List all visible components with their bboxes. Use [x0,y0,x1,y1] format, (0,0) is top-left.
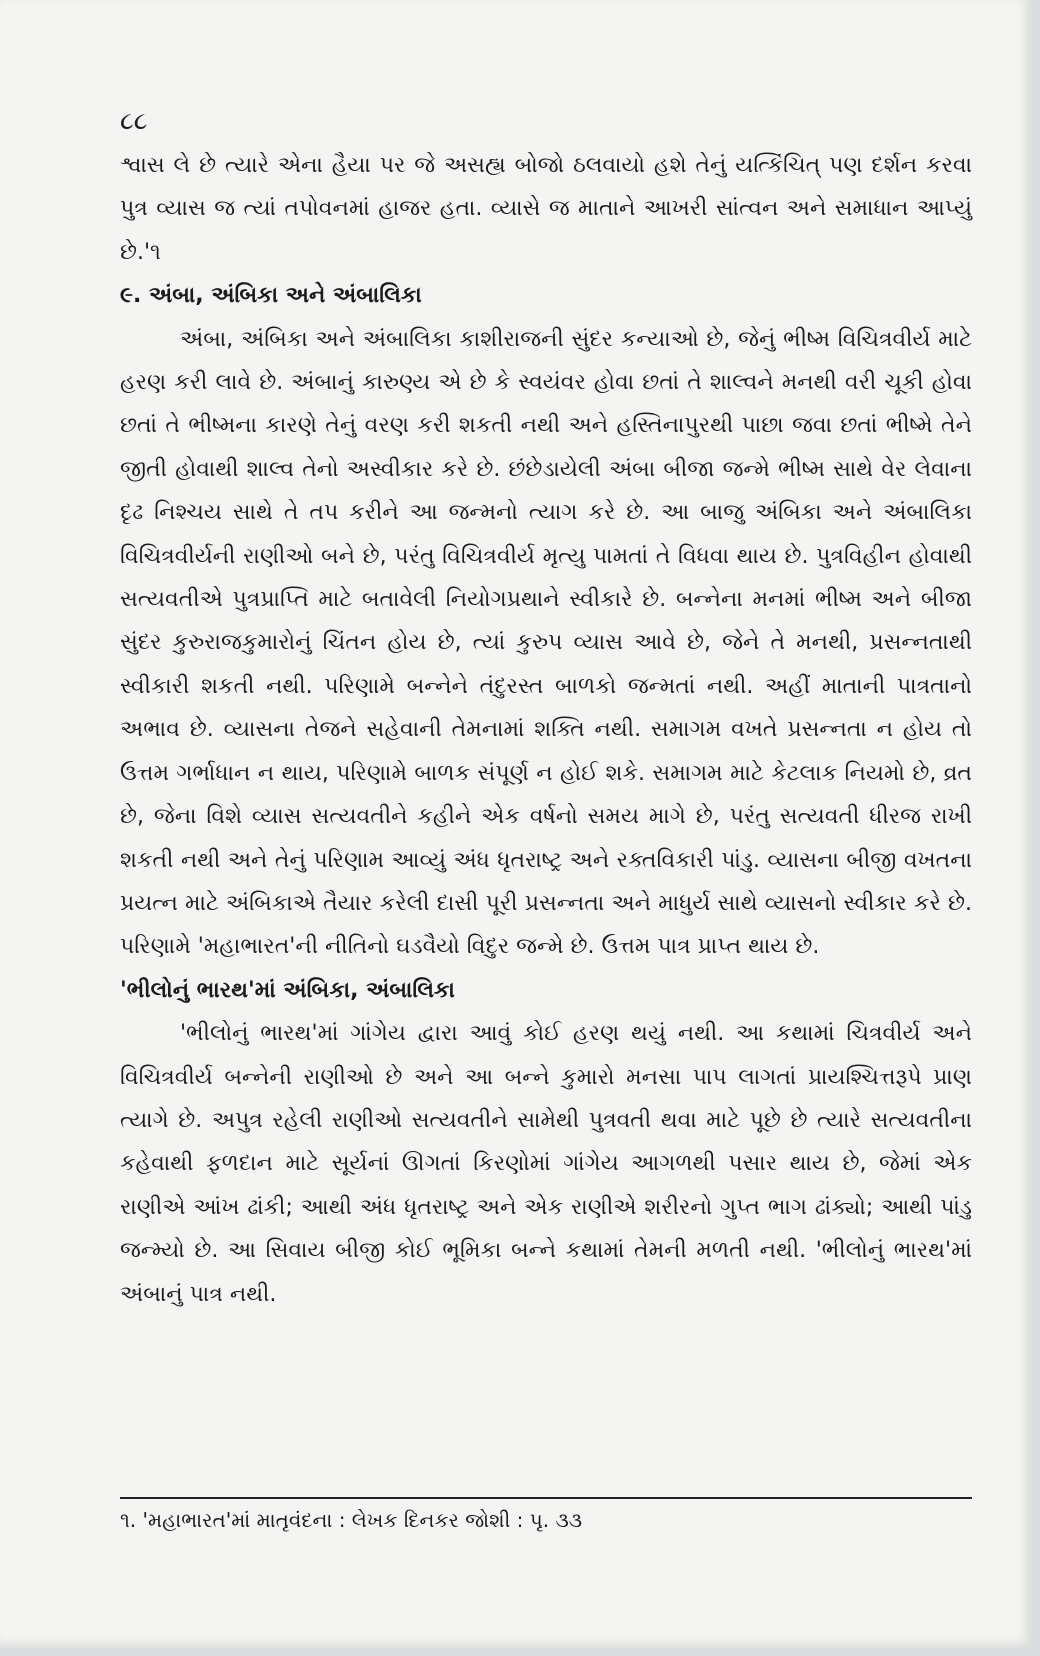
intro-paragraph: શ્વાસ લે છે ત્યારે એના હૈયા પર જે અસહ્ય બોજો ઠલવાયો હશે તેનું યત્કિંચિત્ પણ દર્શન કરવા પુત્ર વ્યાસ જ ત્યાં તપોવનમાં હાજર હતા. વ્યાસે જ માતાને આખરી સાંત્વન અને સમાધાન આપ્યું છે.'૧ [120,153,972,265]
section-paragraph-amba: અંબા, અંબિકા અને અંબાલિકા કાશીરાજની સુંદર કન્યાઓ છે, જેનું ભીષ્મ વિચિત્રવીર્ય માટે હરણ કરી લાવે છે. અંબાનું કારુણ્ય એ છે કે સ્વયંવર હોવા છતાં તે શાલ્વને મનથી વરી ચૂકી હોવા છતાં તે ભીષ્મના કારણે તેનું વરણ કરી શકતી નથી અને હસ્તિનાપુરથી પાછા જવા છતાં ભીષ્મે તેને જીતી હોવાથી શાલ્વ તેનો અસ્વીકાર કરે છે. છંછેડાયેલી અંબા બીજા જન્મે ભીષ્મ સાથે વેર લેવાના દૃઢ નિશ્ચય સાથે તે તપ કરીને આ જન્મનો ત્યાગ કરે છે. આ બાજુ અંબિકા અને અંબાલિકા વિચિત્રવીર્યની રાણીઓ બને છે, પરંતુ વિચિત્રવીર્ય મૃત્યુ પામતાં તે વિધવા થાય છે. પુત્રવિહીન હોવાથી સત્યવતીએ પુત્રપ્રાપ્તિ માટે બતાવેલી નિયોગપ્રથાને સ્વીકારે છે. બન્નેના મનમાં ભીષ્મ અને બીજા સુંદર કુરુરાજકુમારોનું ચિંતન હોય છે, ત્યાં કુરુપ વ્યાસ આવે છે, જેને તે મનથી, પ્રસન્નતાથી સ્વીકારી શકતી નથી. પરિણામે બન્નેને તંદુરસ્ત બાળકો જન્મતાં નથી. અહીં માતાની પાત્રતાનો અભાવ છે. વ્યાસના તેજને સહેવાની તેમનામાં શક્તિ નથી. સમાગમ વખતે પ્રસન્નતા ન હોય તો ઉત્તમ ગર્ભાધાન ન થાય, પરિણામે બાળક સંપૂર્ણ ન હોઈ શકે. સમાગમ માટે કેટલાક નિયમો છે, વ્રત છે, જેના વિશે વ્યાસ સત્યવતીને કહીને એક વર્ષનો સમય માગે છે, પરંતુ સત્યવતી ધીરજ રાખી શકતી નથી અને તેનું પરિણામ આવ્યું અંધ ધૃતરાષ્ટ્ર અને રક્તવિકારી પાંડુ. વ્યાસના બીજી વખતના પ્રયત્ન માટે અંબિકાએ તૈયાર કરેલી દાસી પૂરી પ્રસન્નતા અને માધુર્ય સાથે વ્યાસનો સ્વીકાર કરે છે. પરિણામે 'મહાભારત'ની નીતિનો ઘડવૈયો વિદુર જન્મે છે. ઉત્તમ પાત્ર પ્રાપ્ત થાય છે. [120,326,972,960]
section-heading-bhilonu-bharath: 'ભીલોનું ભારથ'માં અંબિકા, અંબાલિકા [120,977,455,1003]
footnote: ૧. 'મહાભારત'માં માતૃવંદના : લેખક દિનકર જોશી : પૃ. ૩૩ [120,1497,972,1535]
section-heading-amba: ૯. અંબા, અંબિકા અને અંબાલિકા [120,283,422,309]
page-content [120,104,972,1316]
page-number: ૮૮ [120,106,148,135]
section-paragraph-bhilonu-bharath: 'ભીલોનું ભારથ'માં ગાંગેય દ્વારા આવું કોઈ હરણ થયું નથી. આ કથામાં ચિત્રવીર્ય અને વિચિત્રવીર્ય બન્નેની રાણીઓ છે અને આ બન્ને કુમારો મનસા પાપ લાગતાં પ્રાયશ્ચિત્તરૂપે પ્રાણ ત્યાગે છે. અપુત્ર રહેલી રાણીઓ સત્યવતીને સામેથી પુત્રવતી થવા માટે પૂછે છે ત્યારે સત્યવતીના કહેવાથી ફળદાન માટે સૂર્યનાં ઊગતાં કિરણોમાં ગાંગેય આગળથી પસાર થાય છે, જેમાં એક રાણીએ આંખ ઢાંકી; આથી અંધ ધૃતરાષ્ટ્ર અને એક રાણીએ શરીરનો ગુપ્ત ભાગ ઢાંક્યો; આથી પાંડુ જન્મ્યો છે. આ સિવાય બીજી કોઈ ભૂમિકા બન્ને કથામાં તેમની મળતી નથી. 'ભીલોનું ભારથ'માં અંબાનું પાત્ર નથી. [120,1021,972,1307]
